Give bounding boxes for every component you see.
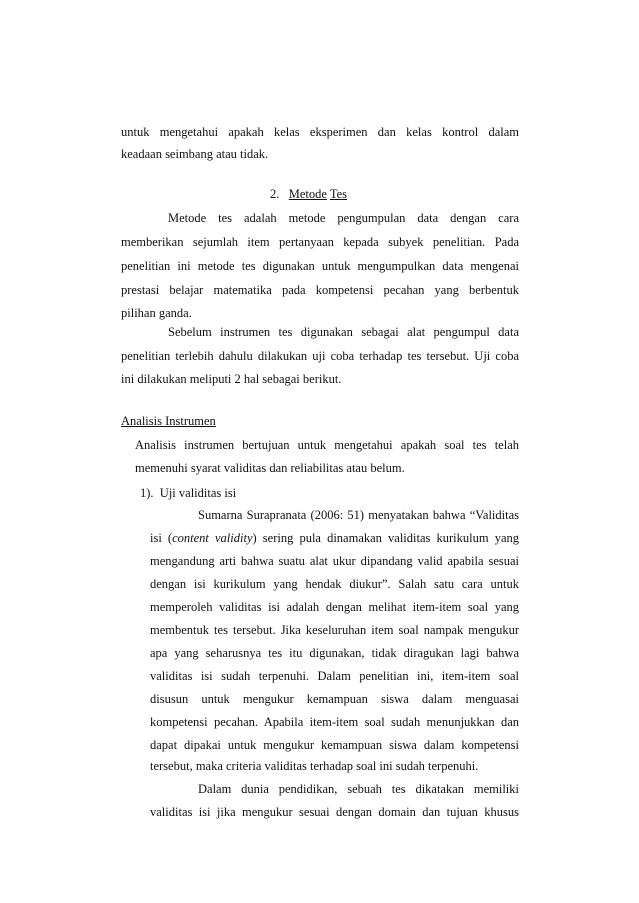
text-run: ) sering pula dinamakan validitas kurikulum yang	[252, 531, 519, 545]
section-heading	[270, 186, 347, 203]
paragraph-line: keadaan seimbang atau tidak.	[121, 147, 269, 161]
text-run: isi (	[150, 531, 173, 545]
paragraph-line: tersebut, maka criteria validitas terhadap soal ini sudah terpenuhi.	[150, 759, 479, 773]
paragraph-line: Sumarna Surapranata (2006: 51) menyatakan bahwa “Validitas	[198, 508, 519, 522]
paragraph-line: membentuk tes tersebut. Jika keseluruhan item soal nampak mengukur	[150, 623, 519, 637]
paragraph-line: validitas isi sudah terpenuhi. Dalam penelitian ini, item-item soal	[150, 669, 519, 683]
paragraph-line: mengandung arti bahwa suatu alat ukur dipandang valid apabila sesuai	[150, 554, 519, 568]
paragraph-line: pilihan ganda.	[121, 306, 192, 320]
paragraph-line: Metode tes adalah metode pengumpulan data dengan cara	[168, 211, 519, 225]
paragraph-line: memberikan sejumlah item pertanyaan kepada subyek penelitian. Pada	[121, 235, 519, 249]
paragraph-line: apa yang seharusnya tes itu digunakan, tidak diragukan lagi bahwa	[150, 646, 519, 660]
paragraph-line: memenuhi syarat validitas dan reliabilitas atau belum.	[135, 461, 405, 475]
paragraph-line: Sebelum instrumen tes digunakan sebagai alat pengumpul data	[168, 325, 519, 339]
paragraph-line: dapat dipakai untuk mengukur kemampuan siswa dalam kompetensi	[150, 738, 519, 752]
paragraph-line: Analisis instrumen bertujuan untuk mengetahui apakah soal tes telah	[135, 438, 519, 452]
paragraph-line: dengan isi kurikulum yang hendak diukur”. Salah satu cara untuk	[150, 577, 519, 591]
paragraph-line: penelitian terlebih dahulu dilakukan uji coba terhadap tes tersebut. Uji coba	[121, 349, 519, 363]
paragraph-line: Dalam dunia pendidikan, sebuah tes dikatakan memiliki	[198, 782, 519, 796]
subitem-number: 1).	[140, 486, 154, 500]
section-title-part1: Metode	[288, 187, 327, 201]
paragraph-line: validitas isi jika mengukur sesuai dengan domain dan tujuan khusus	[150, 805, 519, 819]
section-number: 2.	[270, 187, 280, 201]
text-run-italic: content validity	[172, 531, 253, 545]
paragraph-line: untuk mengetahui apakah kelas eksperimen dan kelas kontrol dalam	[121, 125, 519, 139]
subitem-heading	[140, 485, 236, 502]
subitem-title: Uji validitas isi	[159, 486, 237, 500]
paragraph-line: prestasi belajar matematika pada kompetensi pecahan yang berbentuk	[121, 283, 519, 297]
paragraph-line: penelitian ini metode tes digunakan untuk mengumpulkan data mengenai	[121, 259, 519, 273]
paragraph-line: memperoleh validitas isi adalah dengan melihat item-item soal yang	[150, 600, 519, 614]
paragraph-line: disusun untuk mengukur kemampuan siswa dalam menguasai	[150, 692, 519, 706]
paragraph-line: ini dilakukan meliputi 2 hal sebagai berikut.	[121, 372, 342, 386]
paragraph-line: kompetensi pecahan. Apabila item-item soal sudah menunjukkan dan	[150, 715, 519, 729]
subheading-analisis: Analisis Instrumen	[121, 414, 216, 428]
paragraph-line	[150, 530, 519, 547]
section-title-part2: Tes	[329, 187, 348, 201]
